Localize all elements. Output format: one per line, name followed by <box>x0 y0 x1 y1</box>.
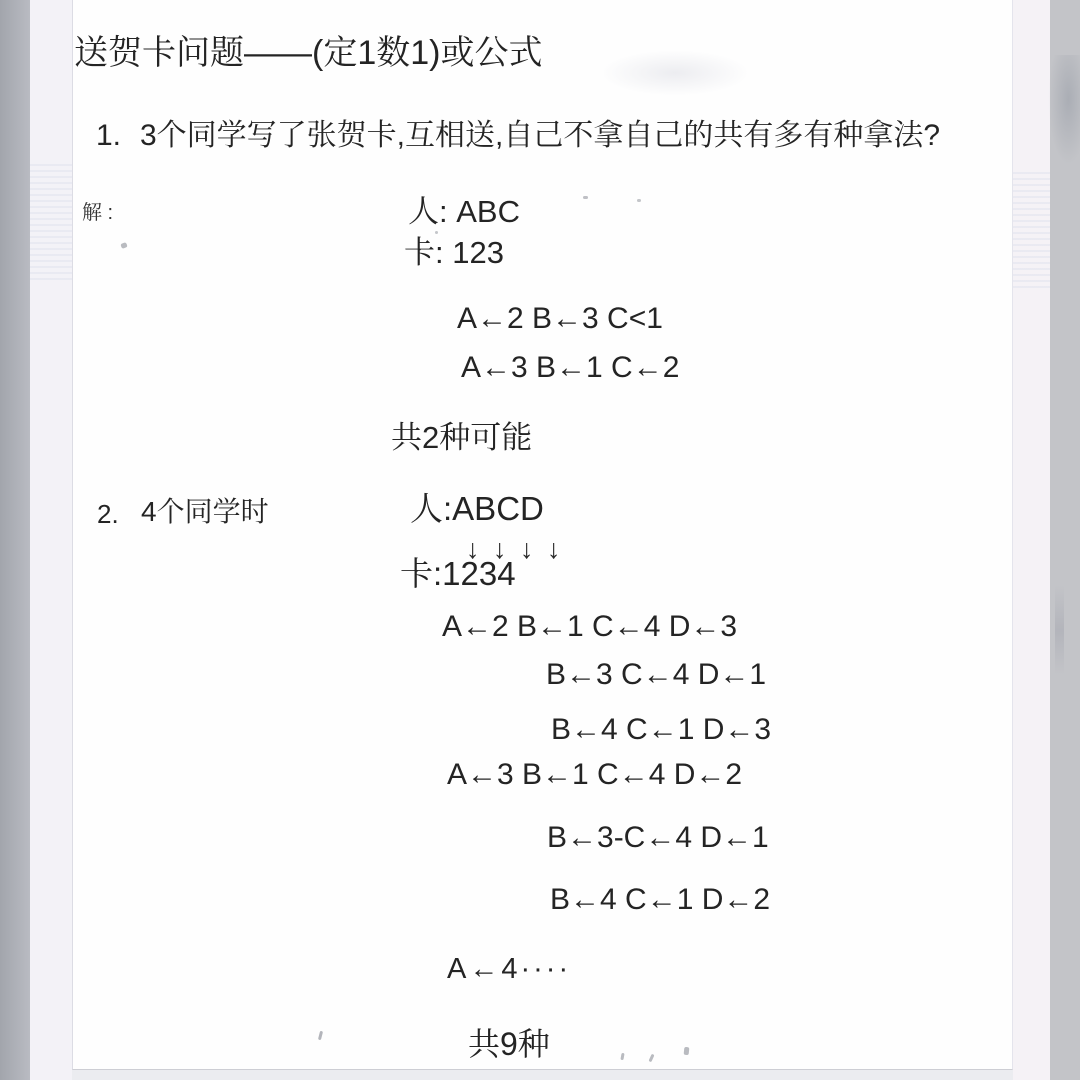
ink-speck <box>583 196 588 199</box>
right-border-shadow <box>1048 55 1080 165</box>
problem2-people-line: 人:ABCD <box>410 490 544 527</box>
ink-speck <box>637 199 641 202</box>
problem2-total: 共9种 <box>468 1026 550 1062</box>
problem1-solve-label: 解 : <box>82 202 114 224</box>
problem2-case-line: B←4 C←1 D←2 <box>550 883 771 916</box>
problem2-case-line: B←3-C←4 D←1 <box>547 821 769 854</box>
page-title: 送贺卡问题——(定1数1)或公式 <box>74 34 543 72</box>
problem1-case-line: A←2 B←3 C<1 <box>457 302 663 335</box>
left-gray-border <box>0 0 30 1080</box>
problem2-case-line: A←4···· <box>447 953 572 985</box>
problem2-question: 4个同学时 <box>141 496 269 527</box>
problem1-total: 共2种可能 <box>391 420 533 455</box>
problem2-case-line: A←2 B←1 C←4 D←3 <box>442 610 738 643</box>
page-smudge <box>600 50 750 96</box>
problem2-number: 2. <box>97 499 119 529</box>
problem2-cards-line: 卡:1234 <box>400 555 516 592</box>
left-strip-texture <box>30 160 72 280</box>
ink-speck <box>684 1047 690 1055</box>
problem1-case-line: A←3 B←1 C←2 <box>461 351 680 384</box>
problem1-people-line: 人: ABC <box>408 194 520 229</box>
right-border-streak <box>1055 585 1064 675</box>
problem2-case-line: B←4 C←1 D←3 <box>551 713 772 746</box>
problem1-number: 1. <box>96 119 122 152</box>
problem1-question: 3个同学写了张贺卡,互相送,自己不拿自己的共有多有种拿法? <box>140 119 941 152</box>
page-bottom-gap <box>72 1070 1013 1080</box>
ink-speck <box>435 231 438 234</box>
down-arrows-icon: ↓ ↓ ↓ ↓ <box>466 534 564 564</box>
problem1-cards-line: 卡: 123 <box>404 235 504 270</box>
right-light-strip <box>1013 0 1050 1080</box>
problem2-case-line: A←3 B←1 C←4 D←2 <box>447 758 743 791</box>
right-strip-texture <box>1013 168 1050 288</box>
problem2-case-line: B←3 C←4 D←1 <box>546 658 767 691</box>
